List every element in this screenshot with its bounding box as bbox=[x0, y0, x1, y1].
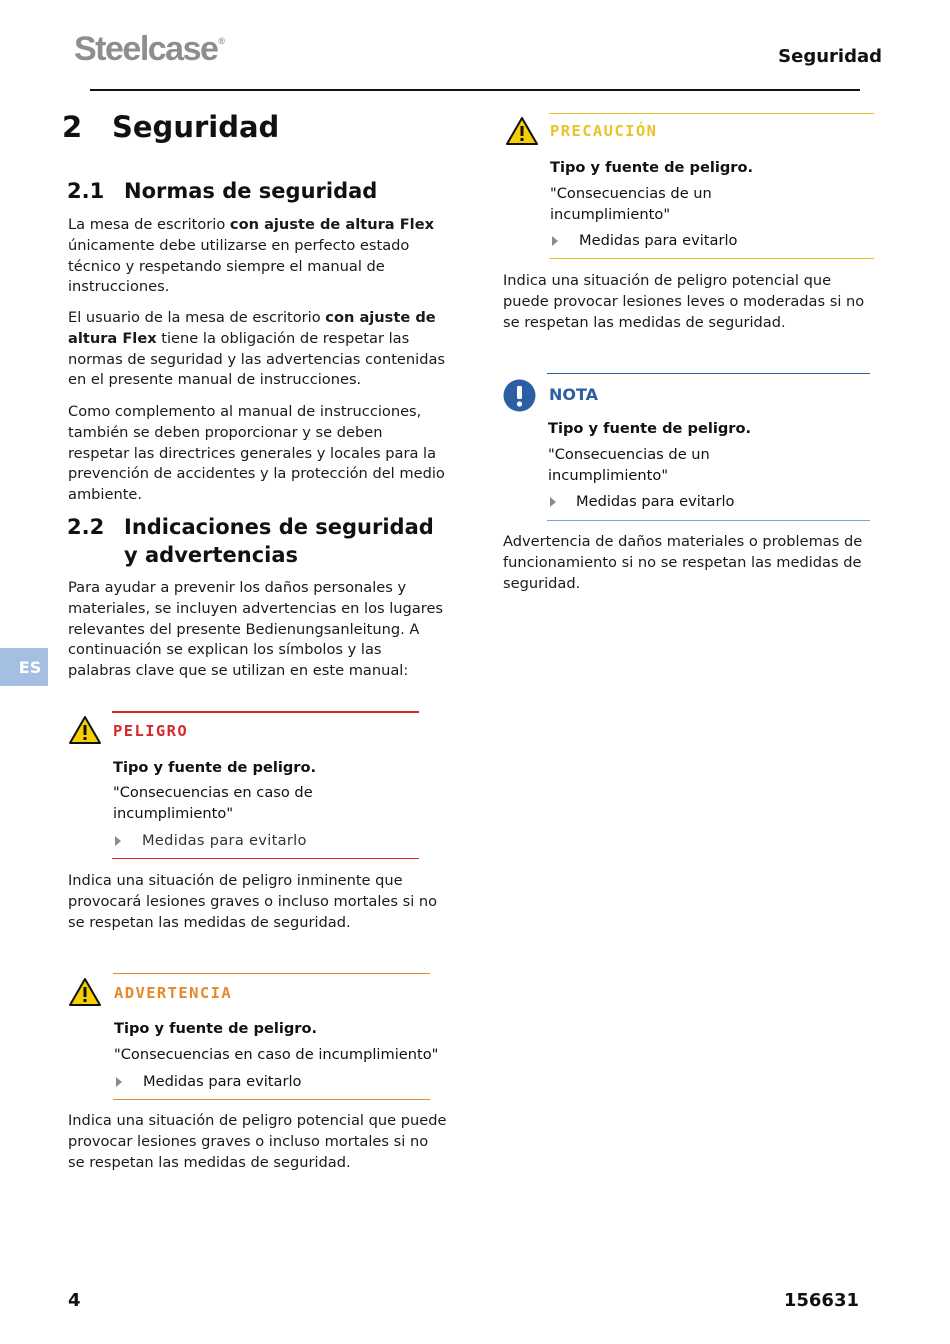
chapter-number: 2 bbox=[62, 110, 83, 144]
chapter-heading bbox=[62, 110, 279, 144]
bullet-arrow-icon bbox=[552, 236, 558, 246]
section-2-1-paragraph-1 bbox=[68, 215, 448, 298]
nota-consecuencias: "Consecuencias de un incumplimiento" bbox=[548, 446, 710, 484]
precaucion-bottom-rule bbox=[549, 258, 874, 259]
bullet-arrow-icon bbox=[116, 1077, 122, 1087]
text-run: únicamente debe utilizarse en perfecto estado técnico y respetando siempre el manual de instrucciones. bbox=[68, 236, 410, 296]
advertencia-top-rule bbox=[113, 973, 430, 974]
bullet-arrow-icon bbox=[115, 836, 121, 846]
document-number: 156631 bbox=[783, 1290, 859, 1311]
header-rule bbox=[90, 89, 860, 91]
page-number: 4 bbox=[68, 1290, 81, 1311]
language-tab: ES bbox=[0, 648, 48, 686]
precaucion-tipo: Tipo y fuente de peligro. bbox=[550, 159, 754, 176]
chapter-title: Seguridad bbox=[112, 110, 280, 144]
section-2-2-heading bbox=[67, 513, 444, 569]
section-2-1-paragraph-3: Como complemento al manual de instrucciones, también se deben proporcionar y se deben respetar las directrices generales y locales para la prevención de accidentes y la protección del medio ambiente. bbox=[68, 403, 445, 504]
logo-text: Steelcase bbox=[74, 30, 218, 68]
section-2-1-paragraph-2 bbox=[68, 308, 448, 391]
warning-triangle-icon bbox=[68, 977, 102, 1007]
precaucion-top-rule bbox=[549, 113, 874, 114]
information-circle-icon bbox=[503, 379, 536, 412]
advertencia-description: Indica una situación de peligro potencial que puede provocar lesiones graves o incluso mortales si no se respetan las medidas de seguridad. bbox=[68, 1112, 447, 1171]
precaucion-description: Indica una situación de peligro potencial que puede provocar lesiones leves o moderadas si no se respetan las medidas de seguridad. bbox=[503, 272, 865, 331]
peligro-signal-word: PELIGRO bbox=[113, 722, 189, 740]
peligro-consecuencias: "Consecuencias en caso de incumplimiento" bbox=[113, 784, 313, 822]
peligro-description: Indica una situación de peligro inminente que provocará lesiones graves o incluso mortales si no se respetan las medidas de seguridad. bbox=[68, 872, 438, 931]
text-run-bold: con ajuste de altura Flex bbox=[68, 309, 436, 347]
warning-triangle-icon bbox=[68, 715, 102, 745]
advertencia-medidas: Medidas para evitarlo bbox=[143, 1073, 302, 1090]
text-run-bold: con ajuste de altura Flex bbox=[229, 216, 434, 233]
text-run: tiene la obligación de respetar las normas de seguridad y las advertencias contenidas en el presente manual de instrucciones. bbox=[68, 329, 446, 389]
nota-top-rule bbox=[547, 373, 870, 374]
section-2-2-paragraph-1: Para ayudar a prevenir los daños personales y materiales, se incluyen advertencias en los lugares relevantes del presente Bedienungsanleitung. A continuación se explican los símbolos y las palabras clave que se utilizan en este manual: bbox=[68, 579, 444, 680]
peligro-top-rule bbox=[112, 711, 419, 713]
nota-tipo: Tipo y fuente de peligro. bbox=[548, 420, 752, 437]
nota-bottom-rule bbox=[547, 520, 870, 521]
advertencia-tipo: Tipo y fuente de peligro. bbox=[114, 1020, 318, 1037]
bullet-arrow-icon bbox=[550, 497, 556, 507]
text-run: La mesa de escritorio bbox=[68, 216, 230, 233]
section-2-1-heading bbox=[67, 177, 444, 205]
logo-registered-mark: ® bbox=[218, 36, 226, 46]
advertencia-bottom-rule bbox=[113, 1099, 430, 1100]
section-2-1-title: Normas de seguridad bbox=[124, 179, 378, 203]
precaucion-signal-word: PRECAUCIÓN bbox=[550, 122, 658, 140]
precaucion-medidas: Medidas para evitarlo bbox=[579, 232, 738, 249]
section-2-2-title: Indicaciones de seguridad y advertencias bbox=[124, 515, 434, 567]
nota-medidas: Medidas para evitarlo bbox=[576, 493, 735, 510]
section-2-1-number: 2.1 bbox=[67, 179, 105, 203]
peligro-tipo: Tipo y fuente de peligro. bbox=[113, 759, 317, 776]
section-2-2-number: 2.2 bbox=[67, 515, 105, 539]
warning-triangle-icon bbox=[505, 116, 539, 146]
steelcase-logo bbox=[74, 30, 224, 69]
text-run: El usuario de la mesa de escritorio bbox=[68, 309, 326, 326]
header-section-title: Seguridad bbox=[778, 46, 882, 67]
nota-signal-word: NOTA bbox=[549, 385, 599, 404]
nota-description: Advertencia de daños materiales o problemas de funcionamiento si no se respetan las medidas de seguridad. bbox=[503, 533, 863, 592]
advertencia-signal-word: ADVERTENCIA bbox=[114, 984, 233, 1002]
precaucion-consecuencias: "Consecuencias de un incumplimiento" bbox=[550, 185, 712, 223]
peligro-medidas: Medidas para evitarlo bbox=[142, 832, 307, 849]
peligro-bottom-rule bbox=[112, 858, 419, 859]
advertencia-consecuencias: "Consecuencias en caso de incumplimiento" bbox=[114, 1046, 439, 1063]
